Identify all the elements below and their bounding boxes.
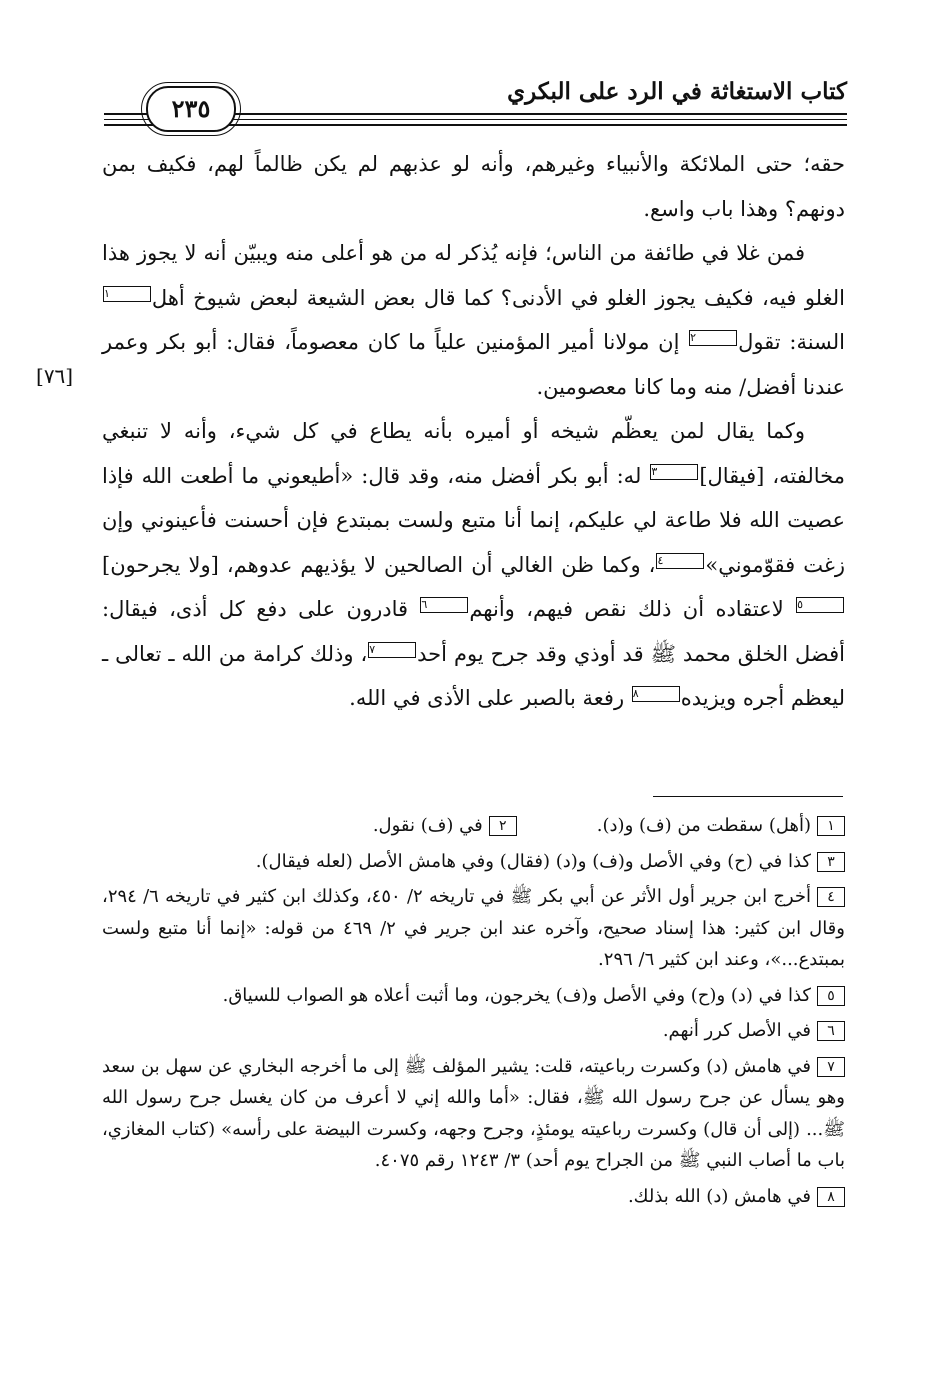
footnote-text: (أهل) سقطت من (ف) و(د). bbox=[596, 815, 811, 836]
footnote bbox=[102, 980, 845, 1012]
paragraph bbox=[102, 409, 845, 721]
footnote-ref[interactable]: ٥ bbox=[796, 597, 844, 613]
paragraph bbox=[102, 231, 845, 409]
footnote-text: في هامش (د) وكسرت رباعيته، قلت: يشير المؤلف ﷺ إلى ما أخرجه البخاري عن سهل بن سعد وهو يسأل عن جرح رسول الله ﷺ، فقال: «أما والله إني لا أعرف من كان يغسل جرح رسول الله ﷺ... (إلى أن قال) وكسرت رباعيته يومئذٍ، وجرح وجهه، وكسرت البيضة على رأسه» (كتاب المغازي، باب ما أصاب النبي ﷺ من الجراح يوم أحد) ٣/ ١٢٤٣ رقم ٤٠٧٥. bbox=[102, 1055, 845, 1171]
footnote-text: كذا في (ح) وفي الأصل و(ف) و(د) (فقال) وفي هامش الأصل (لعله فيقال). bbox=[255, 850, 811, 872]
footnote bbox=[102, 1051, 845, 1177]
text-run: السنة: تقول bbox=[738, 330, 846, 354]
footnote-row bbox=[102, 810, 845, 846]
footnote-number: ٧ bbox=[817, 1057, 845, 1077]
footnote-ref[interactable]: ٨ bbox=[632, 686, 680, 702]
running-header-title: كتاب الاستغاثة في الرد على البكري bbox=[507, 78, 847, 105]
paragraph: حقه؛ حتى الملائكة والأنبياء وغيرهم، وأنه لو عذبهم لم يكن ظالماً لهم، فكيف بمن دونهم؟ وهذا باب واسع. bbox=[102, 152, 845, 221]
footnote-ref[interactable]: ٢ bbox=[689, 330, 737, 346]
text-run: فمن غلا في طائفة من الناس؛ فإنه يُذكر له من هو أعلى منه ويبيّن أنه لا يجوز هذا الغلو فيه، فكيف يجوز الغلو في الأدنى؟ كما قال بعض الشيعة لبعض شيوخ أهل bbox=[102, 241, 845, 310]
text-run: وكما يقال لمن يعظّم شيخه أو أميره بأنه يطاع في كل شيء، وأنه لا تنبغي مخالفته، [فيقال] bbox=[102, 419, 845, 488]
footnote-number: ٢ bbox=[489, 816, 517, 836]
footnote bbox=[102, 846, 845, 878]
footnote-number: ٥ bbox=[817, 986, 845, 1006]
footnote-number: ١ bbox=[817, 816, 845, 836]
footnote-number: ٨ bbox=[817, 1187, 845, 1207]
footnote bbox=[373, 810, 517, 842]
footnote-text: أخرج ابن جرير أول الأثر عن أبي بكر ﷺ في تاريخه ٢/ ٤٥٠، وكذلك ابن كثير في تاريخه ٦/ ٢٩٤، وقال ابن كثير: هذا إسناد صحيح، وآخره عند ابن جرير في ٢/ ٤٦٩ من قوله: «إنما أنا متبع ولست بمبتدع...»، وعند ابن كثير ٦/ ٢٩٦. bbox=[102, 886, 845, 970]
footnote-ref[interactable]: ٧ bbox=[368, 642, 416, 658]
original-page-marker: [٧٦] bbox=[36, 364, 74, 388]
footnote-text: في هامش (د) الله بذلك. bbox=[627, 1185, 811, 1207]
footnote-ref[interactable]: ١ bbox=[103, 286, 151, 302]
footnotes bbox=[102, 810, 845, 1216]
footnote-number: ٦ bbox=[817, 1021, 845, 1041]
footnote-ref[interactable]: ٣ bbox=[650, 464, 698, 480]
text-run: لاعتقاده أن ذلك نقص فيهم، وأنهم bbox=[469, 597, 796, 621]
footnote-text: في (ف) نقول. bbox=[372, 815, 483, 836]
text-run: له: أبو بكر أفضل منه، وقد قال: «أطيعوني ما أطعت الله فإذا عصيت الله فلا طاعة لي عليكم، إنما أنا متبع ولست بمبتدع فإن أحسنت فأعينوني وإن زغت فقوّموني» bbox=[102, 463, 845, 577]
footnote bbox=[102, 881, 845, 976]
footnote-ref[interactable]: ٦ bbox=[420, 597, 468, 613]
text-run: قادرون على دفع كل أذى، فيقال: أفضل الخلق محمد ﷺ قد أوذي وقد جرح يوم أحد bbox=[102, 597, 846, 666]
text-run: ، وذلك كرامة من الله ـ تعالى ـ ليعظم أجره ويزيده bbox=[102, 641, 845, 710]
footnote-number: ٤ bbox=[817, 887, 845, 907]
text-run: رفعة بالصبر على الأذى في الله. bbox=[349, 686, 631, 710]
footnote-separator bbox=[653, 796, 843, 797]
footnote bbox=[102, 1015, 845, 1047]
footnote bbox=[102, 1181, 845, 1213]
footnote-text: كذا في (د) و(ح) وفي الأصل و(ف) يخرجون، وما أثبت أعلاه هو الصواب للسياق. bbox=[222, 984, 811, 1006]
main-text bbox=[102, 142, 845, 721]
page-number-badge: ٢٣٥ bbox=[146, 86, 236, 132]
text-run: إن مولانا أمير المؤمنين علياً ما كان معصوماً، فقال: أبو بكر وعمر عندنا أفضل/ منه وما كانا معصومين. bbox=[102, 330, 845, 399]
footnote-text: في الأصل كرر أنهم. bbox=[662, 1020, 811, 1041]
footnote bbox=[597, 810, 845, 842]
footnote-number: ٣ bbox=[817, 852, 845, 872]
text-run: ، وكما ظن الغالي أن الصالحين لا يؤذيهم عدوهم، [ولا يجرحون] bbox=[102, 552, 656, 577]
footnote-ref[interactable]: ٤ bbox=[656, 553, 704, 569]
